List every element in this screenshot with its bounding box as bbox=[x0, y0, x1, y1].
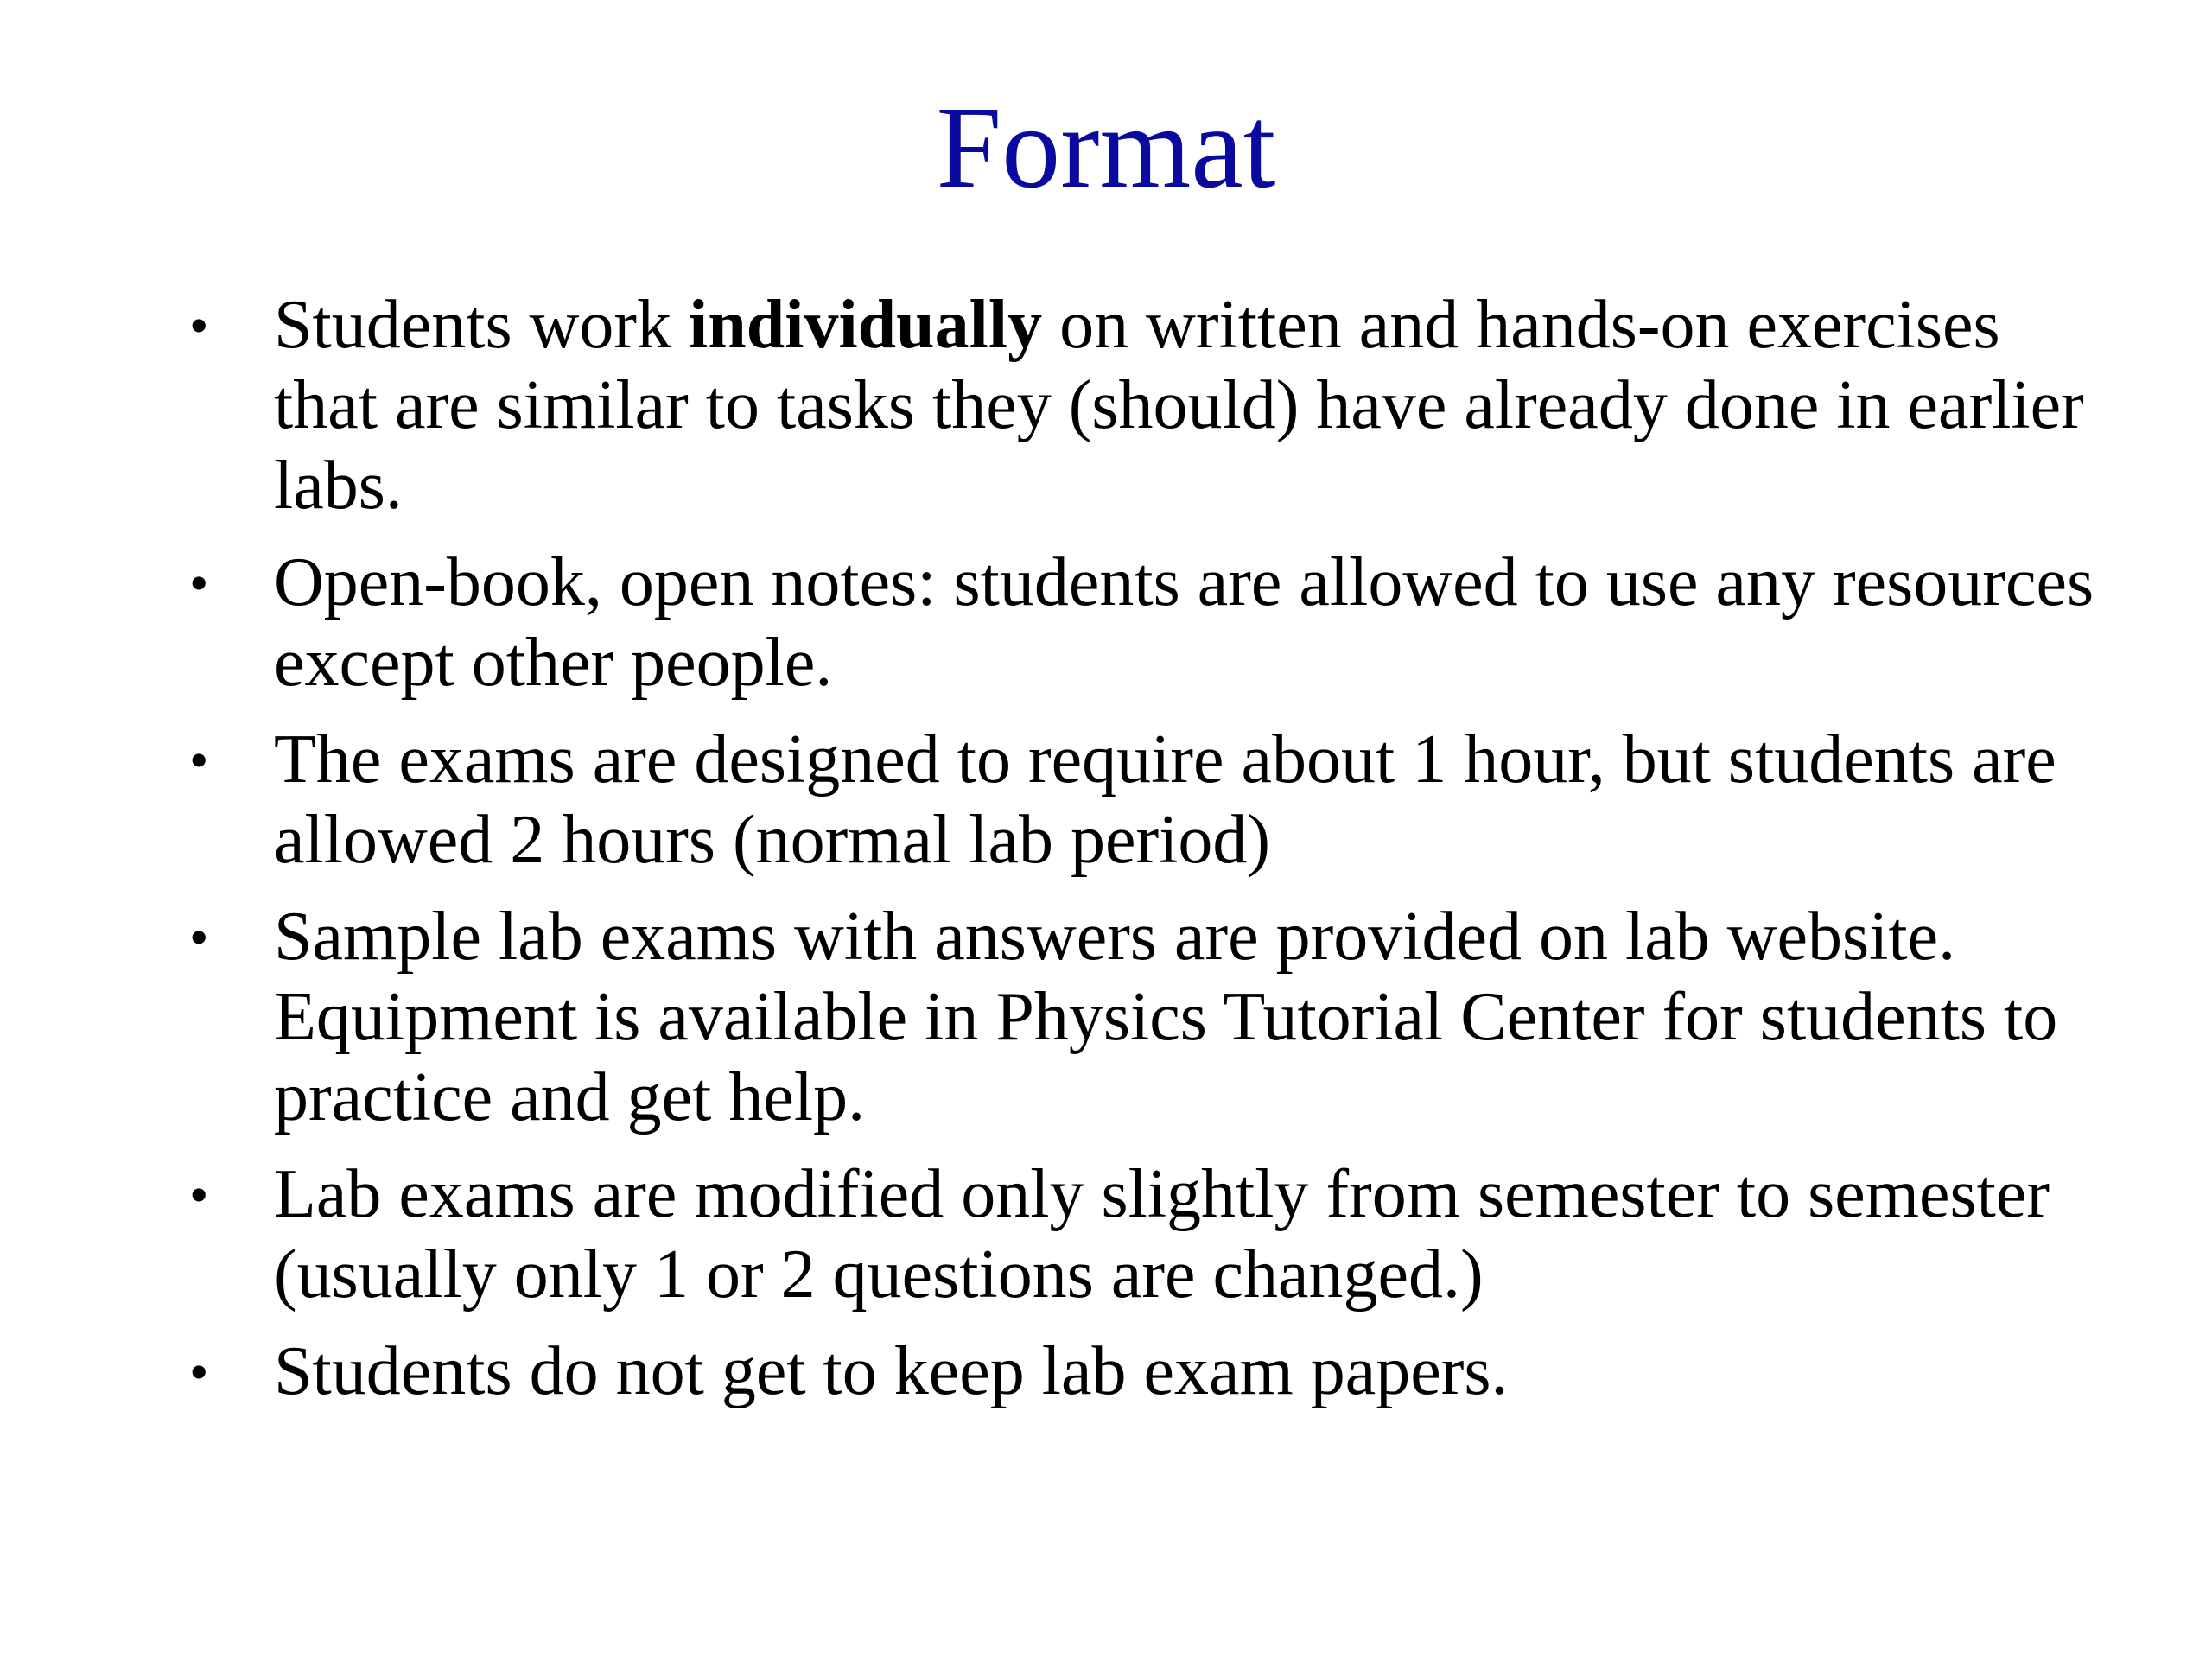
bullet-item bbox=[177, 897, 2113, 1138]
bullet-item bbox=[177, 543, 2113, 703]
bullet-item bbox=[177, 285, 2113, 526]
bullet-item bbox=[177, 1332, 2113, 1412]
bullet-text: Lab exams are modified only slightly from semester to semester (usually only 1 or 2 questions are changed.) bbox=[274, 1156, 2050, 1313]
bullet-list bbox=[177, 285, 2113, 1428]
bullet-text-after: on written and hands-on exercises that are similar to tasks they (should) have already done in earlier labs. bbox=[274, 287, 2084, 524]
bullet-text-before: Students work bbox=[274, 287, 689, 363]
bullet-icon: • bbox=[189, 295, 209, 356]
bullet-icon: • bbox=[189, 1164, 209, 1225]
bullet-item bbox=[177, 1154, 2113, 1315]
bullet-text: Open-book, open notes: students are allowed to use any resources except other people. bbox=[274, 544, 2094, 701]
bullet-text-bold: individually bbox=[689, 287, 1043, 363]
bullet-icon: • bbox=[189, 906, 209, 968]
bullet-icon: • bbox=[189, 552, 209, 613]
bullet-item bbox=[177, 720, 2113, 880]
bullet-text: Sample lab exams with answers are provided on lab website. Equipment is available in Physics Tutorial Center for students to practice and get help. bbox=[274, 899, 2058, 1135]
slide-title: Format bbox=[936, 83, 1276, 213]
bullet-icon: • bbox=[189, 1341, 209, 1402]
bullet-icon: • bbox=[189, 729, 209, 791]
bullet-text: Students do not get to keep lab exam papers. bbox=[274, 1333, 1509, 1409]
bullet-text: The exams are designed to require about 1 hour, but students are allowed 2 hours (normal lab period) bbox=[274, 721, 2056, 878]
